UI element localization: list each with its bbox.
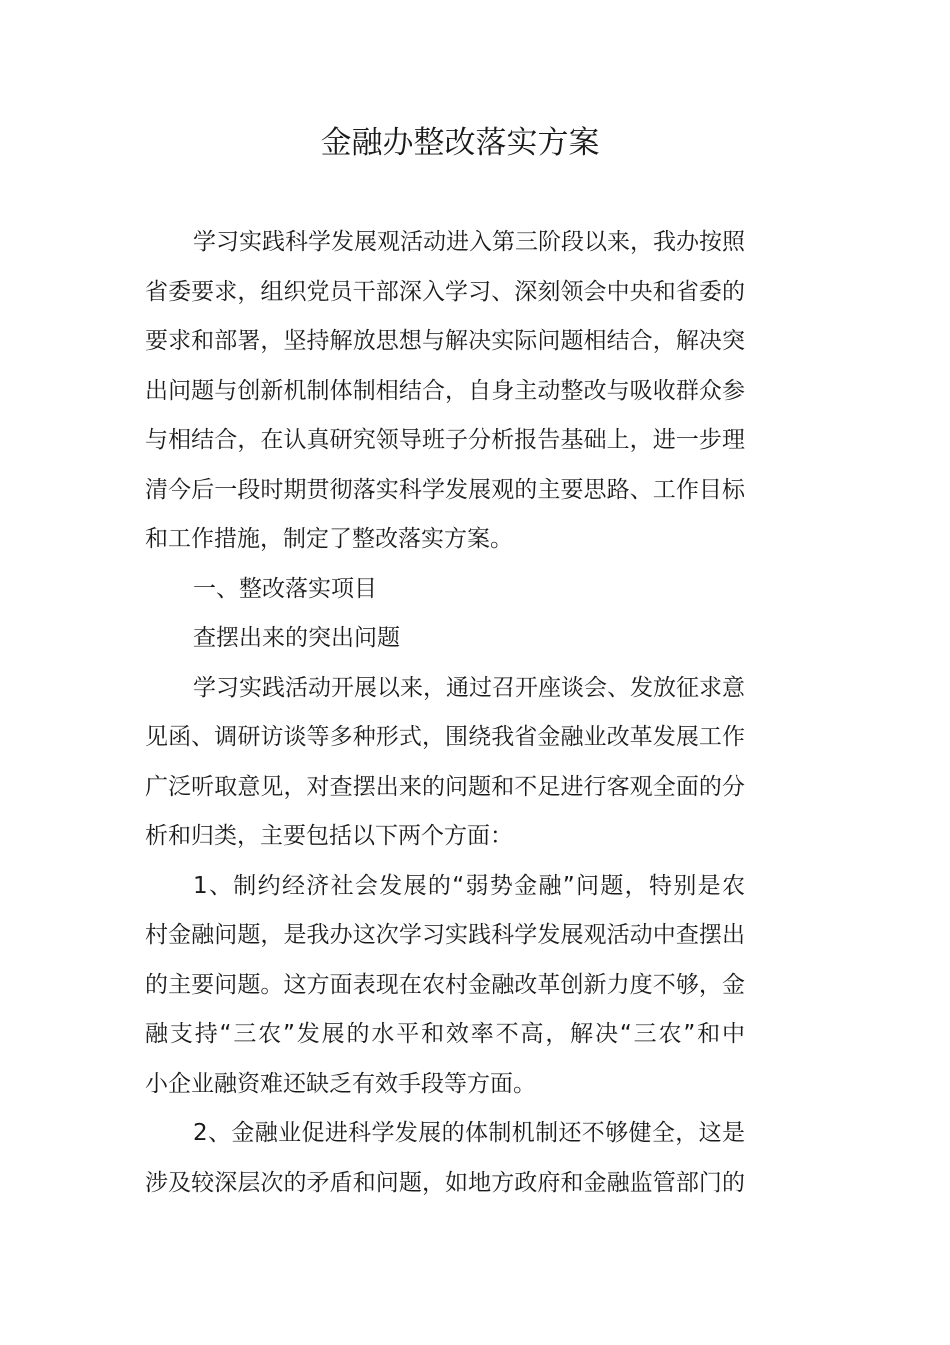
- text-line: 要求和部署，坚持解放思想与解决实际问题相结合，解决突: [145, 328, 745, 354]
- text-line: 小企业融资难还缺乏有效手段等方面。: [145, 1070, 536, 1097]
- document-body: [145, 218, 745, 1208]
- text-line: 与相结合，在认真研究领导班子分析报告基础上，进一步理: [145, 427, 745, 453]
- text-line: 见函、调研访谈等多种形式，围绕我省金融业改革发展工作: [145, 724, 745, 750]
- text-line: 村金融问题，是我办这次学习实践科学发展观活动中查摆出: [145, 922, 745, 948]
- document-title: 金融办整改落实方案: [320, 125, 600, 161]
- text-line: 析和归类，主要包括以下两个方面：: [145, 823, 513, 849]
- text-line: 1、制约经济社会发展的“弱势金融”问题，特别是农: [193, 872, 745, 899]
- text-line: 出问题与创新机制体制相结合，自身主动整改与吸收群众参: [145, 377, 745, 404]
- text-line: 查摆出来的突出问题: [193, 625, 400, 651]
- text-line: 学习实践活动开展以来，通过召开座谈会、发放征求意: [193, 674, 745, 701]
- text-line: 的主要问题。这方面表现在农村金融改革创新力度不够，金: [145, 971, 745, 998]
- text-line: 涉及较深层次的矛盾和问题，如地方政府和金融监管部门的: [145, 1169, 745, 1196]
- text-line: 省委要求，组织党员干部深入学习、深刻领会中央和省委的: [145, 278, 745, 305]
- text-line: 融支持“三农”发展的水平和效率不高，解决“三农”和中: [145, 1021, 745, 1047]
- text-line: 广泛听取意见，对查摆出来的问题和不足进行客观全面的分: [145, 773, 745, 800]
- text-line: 和工作措施，制定了整改落实方案。: [145, 526, 513, 552]
- text-line: 清今后一段时期贯彻落实科学发展观的主要思路、工作目标: [145, 476, 745, 503]
- text-line: 学习实践科学发展观活动进入第三阶段以来，我办按照: [193, 229, 745, 255]
- text-line: 2、金融业促进科学发展的体制机制还不够健全，这是: [193, 1120, 745, 1146]
- text-line: 一、整改落实项目: [193, 575, 377, 602]
